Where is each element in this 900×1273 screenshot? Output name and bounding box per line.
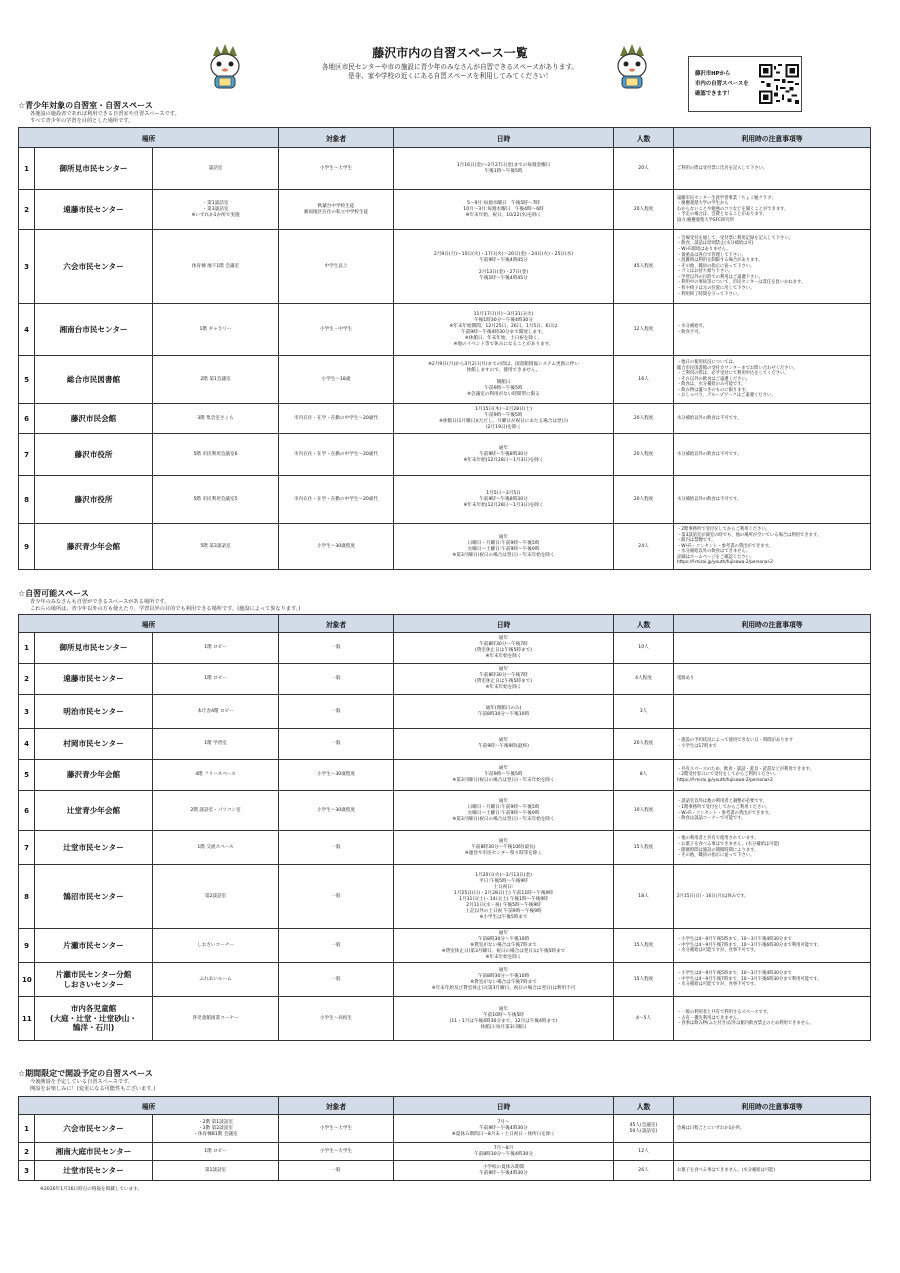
usage-notes: 遠藤市民センター生涯学習事業「ちょこ勉クラブ」 ・慶應義塾大学の学生から わからないことや勉強のコツなどを聞くことができます。 ・予定の場合は、会費となることがあります。 協力:慶應義塾大学SFC研究所 xyxy=(674,190,871,230)
room-name: 談話室 xyxy=(153,148,279,190)
facility-name: 辻堂市民センター xyxy=(35,1161,153,1181)
table-row xyxy=(19,524,871,570)
target-audience: 一般 xyxy=(279,695,394,729)
schedule: ※2月9日(月)から3月2日(月)までの間は、図書館情報システム更新に伴い 休館しますので、使用できません。 開館日 午前9時～午後5時 ※会議室の利用がない時間帯に限る xyxy=(394,356,614,404)
table-row xyxy=(19,434,871,476)
page-header xyxy=(0,0,900,100)
footnote: ※2026年1月16日時点の情報を掲載しています。 xyxy=(40,1187,143,1192)
facility-name: 六会市民センター xyxy=(35,230,153,304)
table-row xyxy=(19,865,871,929)
schedule: 通年 午前10時～午後5時 (11・1月は午後4時30分まで、12月は午後4時まで) 休館日:毎月第3日曜日 xyxy=(394,997,614,1041)
table-study-available-spaces xyxy=(18,614,871,1041)
room-name: 2階 談話室・パソコン室 xyxy=(153,791,279,831)
usage-notes: ・他日の使用状況については、 総合市民図書館の受付カウンターまでお問い合わせください。 ・ご利用の際は、必ず受付にて利用申込をしてください。 ・それ以外の飲食はご遠慮ください。 ・飲食は、水分補給のみ可能です。 ・飲み物は蓋つきのものに限ります。 ・おしゃべり、グループワークはご遠慮ください。 xyxy=(674,356,871,404)
room-name: 4階 フリースペース xyxy=(153,760,279,791)
facility-name: 湘南大庭市民センター xyxy=(35,1143,153,1161)
room-name: 1階 ロビー xyxy=(153,664,279,695)
room-name: ・第1談話室 ・第3談話室 ※いずれか1か所で実施 xyxy=(153,190,279,230)
col-header-capacity: 人数 xyxy=(614,615,674,633)
capacity: 20人程度 xyxy=(614,190,674,230)
usage-notes: ・会場受付を通して、受付票に利用記録を記入して下さい。 ・飲食、談話は原則禁止(水分補給は可) ・Wi-Fi環境はありません。 ・貴重品は各自で管理して下さい。 ・混雑時は利用を制限する場合があります。 ・その他、職員の指示に従って下さい。 ・ゴミはお持ち帰り下さい。 ・学習以外の目的での利用はご遠慮下さい。 ・利用中の事故等について、市民センターは責任を負いかねます。 ・机や椅子は元の位置に戻して下さい。 ・利用終了時間を守って下さい。 xyxy=(674,230,871,304)
col-header-target: 対象者 xyxy=(279,128,394,148)
room-name: 1階 交流スペース xyxy=(153,831,279,865)
row-number: 1 xyxy=(19,1115,35,1143)
room-name: 第2談話室 xyxy=(153,865,279,929)
table-row xyxy=(19,791,871,831)
table-row xyxy=(19,1161,871,1181)
usage-notes: ・小学生は4～9月午後5時まで、10～3月午後4時30分まで ・中学生は4～9月午後7時まで、10～3月午後6時30分まで利用可能です。 ・水分補給は可能ですが、食事不可です。 xyxy=(674,963,871,997)
room-name: 1階 ロビー xyxy=(153,1143,279,1161)
section-note: すべて青少年の学習を目的とした場所です。 xyxy=(30,117,134,124)
capacity: 10人程度 xyxy=(614,791,674,831)
target-audience: 小学生～大学生 xyxy=(279,1115,394,1143)
capacity: 26人 xyxy=(614,1161,674,1181)
col-header-target: 対象者 xyxy=(279,615,394,633)
section-youth-study-rooms xyxy=(18,100,870,124)
capacity: 8人 xyxy=(614,760,674,791)
usage-notes: 会場は日程ごとにいずれか1か所。 xyxy=(674,1115,871,1143)
capacity: 45人(会議室) 50人(談話室) xyxy=(614,1115,674,1143)
schedule: 1月16日(金)～2月27日(金)までの毎週金曜日 午後1時～午後5時 xyxy=(394,148,614,190)
room-name: 本庁舎4階 ロビー xyxy=(153,695,279,729)
table-row xyxy=(19,1143,871,1161)
row-number: 5 xyxy=(19,760,35,791)
facility-name: 藤沢青少年会館 xyxy=(35,760,153,791)
usage-notes: 2月15日(日)・16日(月)は休みです。 xyxy=(674,865,871,929)
target-audience: 一般 xyxy=(279,865,394,929)
table-row xyxy=(19,230,871,304)
usage-notes: 水分補給以外の飲食は不可です。 xyxy=(674,404,871,434)
capacity: 15人程度 xyxy=(614,929,674,963)
row-number: 1 xyxy=(19,633,35,664)
table-row xyxy=(19,148,871,190)
section-note: 開設をお楽しみに！(変更になる可能性もございます。) xyxy=(30,1085,156,1092)
capacity: 15人程度 xyxy=(614,963,674,997)
facility-name: 湘南台市民センター xyxy=(35,304,153,356)
col-header-notes: 利用時の注意事項等 xyxy=(674,128,871,148)
target-audience: 一般 xyxy=(279,729,394,760)
usage-notes: ・談話室以外は他の利用者と調整が必要です。 ・1階事務所で受付をしてからご利用ください。 ・Wi-Fi・コンセント・参考書の貸出ができます。 ・飲食は談話コーナーで可能です。 xyxy=(674,791,871,831)
target-audience: 小学生～30歳程度 xyxy=(279,760,394,791)
capacity: 45人程度 xyxy=(614,230,674,304)
col-header-capacity: 人数 xyxy=(614,128,674,148)
room-name: ふれあいルーム xyxy=(153,963,279,997)
usage-notes: ・他の利用者と共有で使用されています。 ・お菓子を食べる事はできません。(水分補給は可能) ・開催時間は施設の開館時間によります。 ・その他、職員の指示に従って下さい。 xyxy=(674,831,871,865)
schedule: 通年 午前9時～午後8時30分 ※年末年始(12月28日～1月3日)を除く xyxy=(394,434,614,476)
schedule: 通年 午前8時30分～午後10時 ※貸室がない場合は午後7時まで ※年末年始及び貸室休止日(第3月曜日、祝日の場合は翌日)は利用不可 xyxy=(394,963,614,997)
table-row xyxy=(19,633,871,664)
schedule: 通年 午前8時30分～午後7時 (貸室休止日は午後5時まで) ※年末年始を除く xyxy=(394,664,614,695)
capacity: 20人程度 xyxy=(614,434,674,476)
facility-name: 市内各児童館 (大庭・辻堂・辻堂砂山・ 鵠洋・石川) xyxy=(35,997,153,1041)
target-audience: 小学生～30歳程度 xyxy=(279,524,394,570)
target-audience: 中学生以上 xyxy=(279,230,394,304)
capacity: 20人程度 xyxy=(614,404,674,434)
facility-name: 御所見市民センター xyxy=(35,148,153,190)
usage-notes: 電源あり xyxy=(674,664,871,695)
target-audience: 小学生・中学生 xyxy=(279,304,394,356)
usage-notes xyxy=(674,695,871,729)
section-note: 青少年のみなさんも自習ができるスペースがある場所です。 xyxy=(30,599,170,605)
capacity: 20人程度 xyxy=(614,476,674,524)
target-audience: 一般 xyxy=(279,963,394,997)
col-header-capacity: 人数 xyxy=(614,1097,674,1115)
room-name: 体育棟 地下1階 会議室 xyxy=(153,230,279,304)
row-number: 6 xyxy=(19,791,35,831)
capacity: 4～5人 xyxy=(614,997,674,1041)
section-title: ☆自習可能スペース xyxy=(18,589,89,598)
schedule: 通年 午前9時～午後9時(最終) xyxy=(394,729,614,760)
table-row xyxy=(19,997,871,1041)
target-audience: 小学生～30歳程度 xyxy=(279,791,394,831)
row-number: 7 xyxy=(19,831,35,865)
section-title: ☆青少年対象の自習室・自習スペース xyxy=(18,101,153,110)
facility-name: 御所見市民センター xyxy=(35,633,153,664)
target-audience: 市内在住・在学・在勤の中学生～20歳代 xyxy=(279,434,394,476)
table-youth-study-rooms xyxy=(18,127,871,570)
schedule: 通年(閉館日のみ) 午前8時30分～午後10時 xyxy=(394,695,614,729)
capacity: 12人程度 xyxy=(614,304,674,356)
row-number: 9 xyxy=(19,524,35,570)
facility-name: 片瀬市民センター分館 しおさいセンター xyxy=(35,963,153,997)
facility-name: 村岡市民センター xyxy=(35,729,153,760)
target-audience: 小学生～高校生 xyxy=(279,997,394,1041)
row-number: 11 xyxy=(19,997,35,1041)
target-audience: 一般 xyxy=(279,831,394,865)
room-name: 2階 第1会議室 xyxy=(153,356,279,404)
schedule: 5～9月:毎週水曜日 午後5時～7時 10月～3月:毎週水曜日 午後4時～6時 ※年末年始、祝日、10/22(水)を除く xyxy=(394,190,614,230)
room-name: 1階 ロビー xyxy=(153,633,279,664)
table-row xyxy=(19,695,871,729)
capacity: 12人 xyxy=(614,1143,674,1161)
section-limited-period-spaces xyxy=(18,1068,870,1092)
usage-notes: ・水分補給可。 ・飲食不可。 xyxy=(674,304,871,356)
usage-notes: 水分補給以外の飲食は不可です。 xyxy=(674,476,871,524)
capacity: 16人 xyxy=(614,356,674,404)
row-number: 1 xyxy=(19,148,35,190)
table-row xyxy=(19,404,871,434)
schedule: 通年 日曜日・月曜日:午前9時～午後5時 火曜日～土曜日:午前9時～午後9時 ※第3月曜日(祝日の場合は翌日)・年末年始を除く xyxy=(394,791,614,831)
col-header-place: 場所 xyxy=(19,615,279,633)
schedule: 小学校の夏休み期間 午前9時～午後4時30分 xyxy=(394,1161,614,1181)
capacity: 20人程度 xyxy=(614,729,674,760)
facility-name: 遠藤市民センター xyxy=(35,190,153,230)
row-number: 8 xyxy=(19,476,35,524)
table-row xyxy=(19,356,871,404)
schedule: 通年 午前9時～午後5時 ※第3月曜日(祝日の場合は翌日)・年末年始を除く xyxy=(394,760,614,791)
section-note: これらの場所は、青少年以外の方も使えたり、学習以外の目的でも利用できる場所です。(施設によって異なります。) xyxy=(30,605,301,612)
facility-name: 藤沢市役所 xyxy=(35,476,153,524)
usage-notes: ・小学生は4～9月午後5時まで、10～3月午後4時30分まで ・中学生は4～9月午後7時まで、10～3月午後6時30分まで利用可能です。 ・水分補給は可能ですが、食事不可です。 xyxy=(674,929,871,963)
usage-notes: ご利用の際は受付票に氏名を記入して下さい。 xyxy=(674,148,871,190)
section-title: ☆期間限定で開設予定の自習スペース xyxy=(18,1069,153,1078)
row-number: 3 xyxy=(19,1161,35,1181)
row-number: 2 xyxy=(19,1143,35,1161)
facility-name: 辻堂青少年会館 xyxy=(35,791,153,831)
schedule: 通年 日曜日・月曜日:午前9時～午後5時 火曜日～土曜日:午前9時～午後9時 ※第3月曜日(祝日の場合は翌日)・年末年始を除く xyxy=(394,524,614,570)
room-name: 5階 第3談話室 xyxy=(153,524,279,570)
target-audience: 小学生～大学生 xyxy=(279,148,394,190)
row-number: 2 xyxy=(19,664,35,695)
usage-notes: お菓子を食べる事はできません。(水分補給は可能) xyxy=(674,1161,871,1181)
section-study-available-spaces xyxy=(18,588,870,612)
mascot-icon xyxy=(612,42,652,92)
row-number: 4 xyxy=(19,304,35,356)
room-name: ・2階 第1談話室 ・3階 第2談話室 ・体育棟B1階 会議室 xyxy=(153,1115,279,1143)
table-row xyxy=(19,476,871,524)
schedule: 通年 午前8時30分～午後7時 (貸室休止日は午後5時まで) ※年末年始を除く xyxy=(394,633,614,664)
schedule: 通年 午前8時30分～午後10時 ※貸室がない場合は午後7時まで ※貸室休止日(第3月曜日、祝日の場合は翌日)は午後5時まで ※年末年始を除く xyxy=(394,929,614,963)
schedule: 11月17日(月)～3月31日(火) 午後1時30分～午後4時30分 ※年末年始期間、12月25日、26日、1月5日、6日は 午前9時～午後4時30分まで開放します。 ※休館日、年末年始、土日祝を除く。 ※他のイベント等で休みになることがあります。 xyxy=(394,304,614,356)
usage-notes xyxy=(674,633,871,664)
table-row xyxy=(19,963,871,997)
facility-name: 藤沢青少年会館 xyxy=(35,524,153,570)
row-number: 4 xyxy=(19,729,35,760)
row-number: 7 xyxy=(19,434,35,476)
facility-name: 辻堂市民センター xyxy=(35,831,153,865)
table-row xyxy=(19,1115,871,1143)
row-number: 3 xyxy=(19,695,35,729)
schedule: 通年 午前8時30分～午後10時(最長) ※運営や市民センター祭り時等を除く xyxy=(394,831,614,865)
capacity: 10人 xyxy=(614,633,674,664)
target-audience: 小学生～18歳 xyxy=(279,356,394,404)
room-name: 5階 市民利用会議室6 xyxy=(153,434,279,476)
capacity: 15人程度 xyxy=(614,831,674,865)
table-row xyxy=(19,304,871,356)
capacity: 18人 xyxy=(614,865,674,929)
room-name: 各児童館図書コーナー xyxy=(153,997,279,1041)
target-audience: 一般 xyxy=(279,1161,394,1181)
table-row xyxy=(19,729,871,760)
schedule: 1月15日(木)～2月28日(土) 午前9時～午後5時 ※休館日(1月曜日)(ただし、月曜日が祝日にあたる場合は翌日) (2月19日)を除く xyxy=(394,404,614,434)
facility-name: 鵠沼市民センター xyxy=(35,865,153,929)
facility-name: 六会市民センター xyxy=(35,1115,153,1143)
table-row xyxy=(19,760,871,791)
col-header-place: 場所 xyxy=(19,1097,279,1115)
usage-notes: ・施設の予約状況によって使用できない日・時間があります ・小学生は17時まで xyxy=(674,729,871,760)
room-name: 3階 集会室さくら xyxy=(153,404,279,434)
capacity: 3人 xyxy=(614,695,674,729)
target-audience: 小学生～大学生 xyxy=(279,1143,394,1161)
capacity: 4人程度 xyxy=(614,664,674,695)
room-name: 第1談話室 xyxy=(153,1161,279,1181)
room-name: しおさいコーナー xyxy=(153,929,279,963)
table-row xyxy=(19,664,871,695)
facility-name: 遠藤市民センター xyxy=(35,664,153,695)
col-header-datetime: 日時 xyxy=(394,615,614,633)
room-name: 1階 ギャラリー xyxy=(153,304,279,356)
col-header-place: 場所 xyxy=(19,128,279,148)
col-header-datetime: 日時 xyxy=(394,128,614,148)
row-number: 6 xyxy=(19,404,35,434)
facility-name: 片瀬市民センター xyxy=(35,929,153,963)
row-number: 8 xyxy=(19,865,35,929)
usage-notes: ・一般の利用者と共有で利用するスペースです。 ・占有・優先利用はできません。 ・食事は飲み物(ふた付き)以外は館内飲食禁止のため利用できません。 xyxy=(674,997,871,1041)
col-header-notes: 利用時の注意事項等 xyxy=(674,1097,871,1115)
col-header-target: 対象者 xyxy=(279,1097,394,1115)
row-number: 2 xyxy=(19,190,35,230)
table-row xyxy=(19,929,871,963)
schedule: 2月9日(月)～10日(火)・17日(火)～20日(金)・24日(火)・25日(水) 午前9時～午後4時45分 2月13日(金)・27日(金) 午後1時～午後4時45分 xyxy=(394,230,614,304)
target-audience: 市内在住・在学・在勤の中学生～20歳代 xyxy=(279,404,394,434)
row-number: 3 xyxy=(19,230,35,304)
target-audience: 秋葉台中学校生徒 湘南地区在住の私立中学校生徒 xyxy=(279,190,394,230)
capacity: 24人 xyxy=(614,524,674,570)
section-note: 今後開設を予定している自習スペースです。 xyxy=(30,1079,134,1085)
facility-name: 総合市民図書館 xyxy=(35,356,153,404)
row-number: 9 xyxy=(19,929,35,963)
target-audience: 一般 xyxy=(279,664,394,695)
target-audience: 市内在住・在学・在勤の中学生～20歳代 xyxy=(279,476,394,524)
target-audience: 一般 xyxy=(279,929,394,963)
room-name: 5階 市民利用会議室5 xyxy=(153,476,279,524)
col-header-notes: 利用時の注意事項等 xyxy=(674,615,871,633)
schedule: 7月～8月 午前8時30分～午後4時30分 xyxy=(394,1143,614,1161)
qr-caption: 藤沢市HPから 市内の自習スペースを 確認できます！ xyxy=(695,71,749,97)
schedule: 1月20日(火)～3月13日(金) 平日:午後5時～午後9時 土日祝日: 1月25日(日)・2月28日(土) 午前11時～午後9時 1月31日(土)・14日(土) 午後1時～午後9時 2月11日(水・祝) 午後5時～午後9時 上記以外の土日祝 午前9時～午後9時 ※小学生は午後5時まで xyxy=(394,865,614,929)
room-name: 1階 学習室 xyxy=(153,729,279,760)
usage-notes: ・2階事務所で受付をしてからご利用ください。 ・第3談話室が満室の時でも、他の場所が空いている場合は利用できます。 ・館内は禁煙です。 ・Wi-Fi・コンセント・参考書の貸出ができます。 ・水分補給以外の飲食はできません。 詳細はホームページをご確認ください。 https://f-mirai.jp/youth/fujisawa-2/personal-2 xyxy=(674,524,871,570)
capacity: 20人 xyxy=(614,148,674,190)
facility-name: 藤沢市役所 xyxy=(35,434,153,476)
schedule: 1月5日～3月5日 午前9時～午後8時30分 ※年末年始(12月28日～1月3日)を除く xyxy=(394,476,614,524)
facility-name: 藤沢市民会館 xyxy=(35,404,153,434)
section-note: 各施設の施設者であれば利用できる自習室や自習スペースです。 xyxy=(30,111,180,117)
col-header-datetime: 日時 xyxy=(394,1097,614,1115)
row-number: 10 xyxy=(19,963,35,997)
schedule: 7月～ 午前9時～午後4時30分 ※夏休み期間日～8月末・土日祝日・休所日を除く xyxy=(394,1115,614,1143)
table-row xyxy=(19,190,871,230)
usage-notes: 水分補給以外の飲食は不可です。 xyxy=(674,434,871,476)
usage-notes xyxy=(674,1143,871,1161)
page-subtitle: 各地区市民センターや市の施設に青少年のみなさんが自習できるスペースがあります。 是非、家や学校の近くにある自習スペースを利用してみてください！ xyxy=(321,63,579,80)
facility-name: 明治市民センター xyxy=(35,695,153,729)
usage-notes: ・共有スペースのため、飲食・談話・遊具・読書などが利用できます。 ・2階受付窓口にて受付をしてからご利用ください。 https://f-mirai.jp/youth/fujisawa-2/personal-2 xyxy=(674,760,871,791)
qr-code-icon[interactable] xyxy=(759,63,799,105)
table-limited-period-spaces xyxy=(18,1096,871,1181)
row-number: 5 xyxy=(19,356,35,404)
target-audience: 一般 xyxy=(279,633,394,664)
table-row xyxy=(19,831,871,865)
page-title: 藤沢市内の自習スペース一覧 xyxy=(372,46,528,60)
